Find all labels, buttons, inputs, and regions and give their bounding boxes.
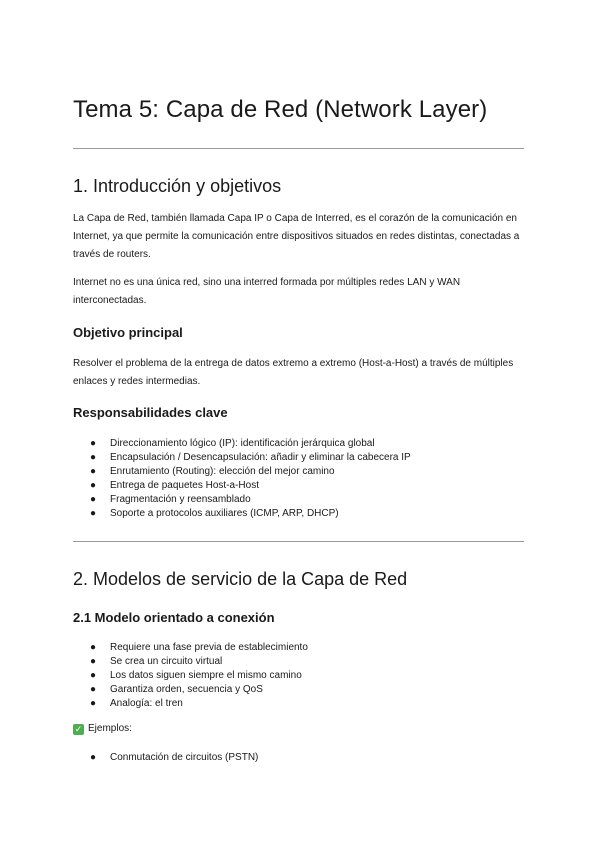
bullet-icon: ● xyxy=(90,452,97,463)
list-item: ● Requiere una fase previa de establecimiento xyxy=(90,642,308,653)
examples-label: Ejemplos: xyxy=(88,723,132,734)
list-item: ● Enrutamiento (Routing): elección del mejor camino xyxy=(90,466,335,477)
bullet-icon: ● xyxy=(90,642,97,653)
bullet-icon: ● xyxy=(90,670,97,681)
divider xyxy=(73,148,524,149)
objective-heading: Objetivo principal xyxy=(73,325,183,340)
list-item: ● Analogía: el tren xyxy=(90,698,183,709)
divider xyxy=(73,541,524,542)
section-2-heading: 2. Modelos de servicio de la Capa de Red xyxy=(73,569,408,589)
connection-oriented-heading: 2.1 Modelo orientado a conexión xyxy=(73,610,275,625)
check-mark-icon: ✓ xyxy=(74,723,83,734)
bullet-icon: ● xyxy=(90,508,97,519)
list-item: ● Fragmentación y reensamblado xyxy=(90,494,251,505)
examples-list xyxy=(73,751,258,765)
list-item: ● Se crea un circuito virtual xyxy=(90,656,223,667)
list-item: ● Direccionamiento lógico (IP): identificación jerárquica global xyxy=(90,438,375,449)
list-item: ● Los datos siguen siempre el mismo camino xyxy=(90,670,302,681)
bullet-icon: ● xyxy=(90,480,97,491)
bullet-icon: ● xyxy=(90,656,97,667)
intro-paragraph-1: La Capa de Red, también llamada Capa IP o Capa de Interred, es el corazón de la comunicación en Internet, ya que permite la comunicación entre dispositivos situados en redes distintas, conectadas a través de routers. xyxy=(73,213,520,260)
intro-paragraph-2: Internet no es una única red, sino una interred formada por múltiples redes LAN y WAN interconectadas. xyxy=(73,277,461,306)
responsibilities-list xyxy=(73,437,411,521)
list-item: ● Soporte a protocolos auxiliares (ICMP, ARP, DHCP) xyxy=(90,508,339,519)
list-item: ● Garantiza orden, secuencia y QoS xyxy=(90,684,263,695)
objective-paragraph: Resolver el problema de la entrega de datos extremo a extremo (Host-a-Host) a través de múltiples enlaces y redes intermedias. xyxy=(73,358,514,387)
page-title: Tema 5: Capa de Red (Network Layer) xyxy=(73,96,488,123)
bullet-icon: ● xyxy=(90,494,97,505)
responsibilities-heading: Responsabilidades clave xyxy=(73,405,228,420)
list-item: ● Encapsulación / Desencapsulación: añadir y eliminar la cabecera IP xyxy=(90,452,411,463)
list-item: ● Conmutación de circuitos (PSTN) xyxy=(90,752,259,763)
section-1-heading: 1. Introducción y objetivos xyxy=(73,176,282,196)
connection-oriented-list xyxy=(73,641,308,711)
list-item: ● Entrega de paquetes Host-a-Host xyxy=(90,480,259,491)
bullet-icon: ● xyxy=(90,466,97,477)
bullet-icon: ● xyxy=(90,752,97,763)
examples-label-row xyxy=(73,722,132,736)
bullet-icon: ● xyxy=(90,684,97,695)
bullet-icon: ● xyxy=(90,698,97,709)
bullet-icon: ● xyxy=(90,438,97,449)
